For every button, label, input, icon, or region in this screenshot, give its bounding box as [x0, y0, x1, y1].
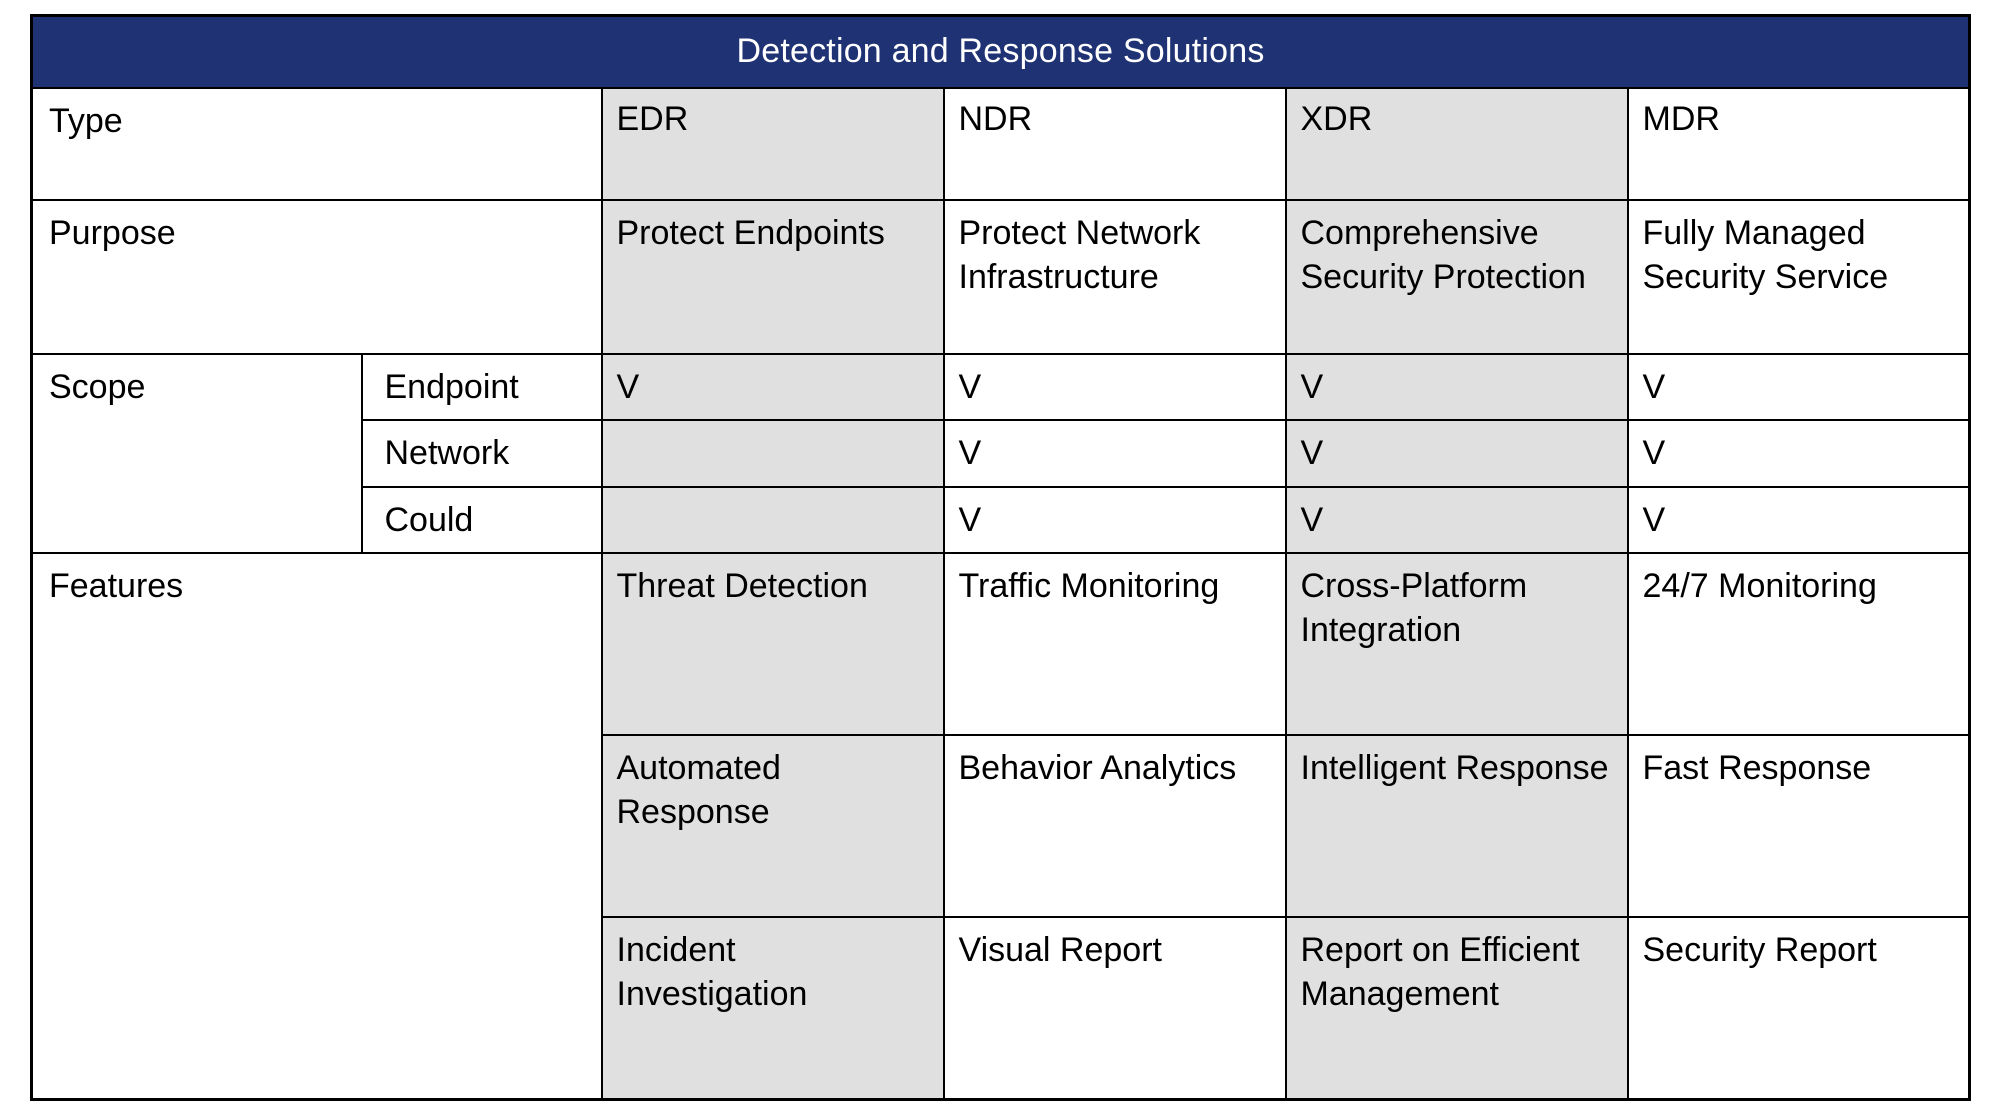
scope-network-edr: [602, 420, 944, 486]
scope-sublabel-network: Network: [362, 420, 602, 486]
scope-endpoint-mdr: V: [1628, 354, 1970, 420]
comparison-table: [30, 14, 1971, 1101]
feature-3-ndr: Visual Report: [944, 917, 1286, 1100]
feature-2-edr: Automated Response: [602, 735, 944, 917]
scope-network-mdr: V: [1628, 420, 1970, 486]
column-header-xdr: XDR: [1286, 88, 1628, 200]
table-title-row: [32, 16, 1970, 89]
row-label-features: Features: [32, 553, 602, 1100]
scope-could-edr: [602, 487, 944, 553]
scope-endpoint-ndr: V: [944, 354, 1286, 420]
column-header-mdr: MDR: [1628, 88, 1970, 200]
scope-could-mdr: V: [1628, 487, 1970, 553]
feature-2-xdr: Intelligent Response: [1286, 735, 1628, 917]
table-row-scope-endpoint: [32, 354, 1970, 420]
feature-3-xdr: Report on Efficient Management: [1286, 917, 1628, 1100]
feature-1-ndr: Traffic Monitoring: [944, 553, 1286, 735]
feature-1-mdr: 24/7 Monitoring: [1628, 553, 1970, 735]
column-header-edr: EDR: [602, 88, 944, 200]
scope-could-xdr: V: [1286, 487, 1628, 553]
table-row-features-1: [32, 553, 1970, 735]
purpose-ndr: Protect Network Infrastructure: [944, 200, 1286, 354]
purpose-mdr: Fully Managed Security Service: [1628, 200, 1970, 354]
scope-sublabel-could: Could: [362, 487, 602, 553]
feature-1-xdr: Cross-Platform Integration: [1286, 553, 1628, 735]
row-label-type: Type: [32, 88, 602, 200]
scope-network-ndr: V: [944, 420, 1286, 486]
feature-2-ndr: Behavior Analytics: [944, 735, 1286, 917]
document-title: Detection and Response Solutions: [32, 16, 1970, 89]
scope-network-xdr: V: [1286, 420, 1628, 486]
column-header-ndr: NDR: [944, 88, 1286, 200]
purpose-edr: Protect Endpoints: [602, 200, 944, 354]
feature-3-edr: Incident Investigation: [602, 917, 944, 1100]
feature-1-edr: Threat Detection: [602, 553, 944, 735]
scope-sublabel-endpoint: Endpoint: [362, 354, 602, 420]
scope-endpoint-xdr: V: [1286, 354, 1628, 420]
row-label-purpose: Purpose: [32, 200, 602, 354]
feature-3-mdr: Security Report: [1628, 917, 1970, 1100]
table-row-purpose: [32, 200, 1970, 354]
table-header-row: [32, 88, 1970, 200]
scope-could-ndr: V: [944, 487, 1286, 553]
purpose-xdr: Comprehensive Security Protection: [1286, 200, 1628, 354]
feature-2-mdr: Fast Response: [1628, 735, 1970, 917]
scope-endpoint-edr: V: [602, 354, 944, 420]
row-label-scope: Scope: [32, 354, 362, 553]
